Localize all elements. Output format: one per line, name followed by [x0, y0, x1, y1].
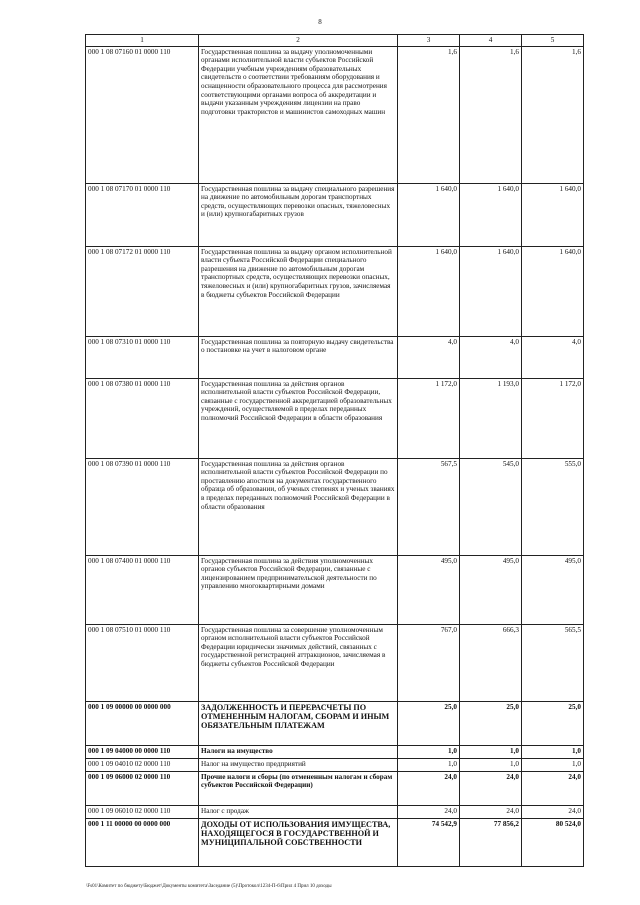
- table-row: [86, 378, 584, 458]
- item-name-cell: Государственная пошлина за действия органов исполнительной власти субъектов Российской Федерации по проставлению апостиля на документах государственного образца об образовании, об ученых степенях и ученых званиях в пределах переданных полномочий Российской Федерации в области образования: [199, 458, 398, 555]
- item-name-cell: Налог с продаж: [199, 805, 398, 818]
- table-row: [86, 46, 584, 183]
- value-2013-cell: 24,0: [398, 805, 460, 818]
- value-2014-cell: 1 193,0: [460, 378, 522, 458]
- table-row: [86, 458, 584, 555]
- value-2015-cell: 565,5: [522, 624, 584, 701]
- item-name-cell: Государственная пошлина за выдачу органом исполнительной власти субъекта Российской Федерации специального разрешения на движение по автомобильным дорогам транспортных средств, осуществляющих перевозки опасных, тяжеловесных и (или) крупногабаритных грузов, зачисляемая в бюджеты субъектов Российской Федерации: [199, 246, 398, 336]
- value-2013-cell: 1 172,0: [398, 378, 460, 458]
- value-2014-cell: 1,0: [460, 758, 522, 771]
- budget-code-cell: 000 1 08 07400 01 0000 110: [86, 555, 199, 624]
- item-name-cell: ЗАДОЛЖЕННОСТЬ И ПЕРЕРАСЧЕТЫ ПО ОТМЕНЕННЫМ НАЛОГАМ, СБОРАМ И ИНЫМ ОБЯЗАТЕЛЬНЫМ ПЛАТЕЖАМ: [199, 701, 398, 745]
- table-row: [86, 758, 584, 771]
- item-name-cell: Государственная пошлина за действия уполномоченных органов субъектов Российской Федерации, связанные с лицензированием предпринимательской деятельности по управлению многоквартирными домами: [199, 555, 398, 624]
- value-2015-cell: 1,6: [522, 46, 584, 183]
- table-row: [86, 246, 584, 336]
- value-2015-cell: 1 640,0: [522, 183, 584, 246]
- value-2014-cell: 495,0: [460, 555, 522, 624]
- table-row: [86, 771, 584, 805]
- budget-code-cell: 000 1 08 07170 01 0000 110: [86, 183, 199, 246]
- column-header: 3: [398, 35, 460, 47]
- value-2013-cell: 1 640,0: [398, 183, 460, 246]
- item-name-cell: Государственная пошлина за выдачу уполномоченными органами исполнительной власти субъектов Российской Федерации учебным учреждениям образовательных свидетельств о соответствии требованиям оборудования и оснащенности образовательного процесса для рассмотрения соответствующими органами вопроса об аккредитации и выдачи указанным учреждениям лицензии на право подготовки трактористов и машинистов самоходных машин: [199, 46, 398, 183]
- item-name-cell: Государственная пошлина за совершение уполномоченным органом исполнительной власти субъектов Российской Федерации юридически значимых действий, связанных с государственной регистрацией аттракционов, зачисляемая в бюджеты субъектов Российской Федерации: [199, 624, 398, 701]
- item-name-cell: Налоги на имущество: [199, 745, 398, 758]
- item-name-cell: Налог на имущество предприятий: [199, 758, 398, 771]
- value-2015-cell: 1,0: [522, 745, 584, 758]
- budget-code-cell: 000 1 09 04000 00 0000 110: [86, 745, 199, 758]
- value-2013-cell: 24,0: [398, 771, 460, 805]
- value-2015-cell: 1 172,0: [522, 378, 584, 458]
- value-2013-cell: 567,5: [398, 458, 460, 555]
- table-row: [86, 701, 584, 745]
- value-2014-cell: 545,0: [460, 458, 522, 555]
- value-2013-cell: 495,0: [398, 555, 460, 624]
- table-row: [86, 818, 584, 866]
- value-2015-cell: 25,0: [522, 701, 584, 745]
- item-name-cell: Государственная пошлина за повторную выдачу свидетельства о постановке на учет в налоговом органе: [199, 336, 398, 378]
- value-2014-cell: 1,0: [460, 745, 522, 758]
- column-header: 2: [199, 35, 398, 47]
- value-2013-cell: 767,0: [398, 624, 460, 701]
- value-2015-cell: 24,0: [522, 771, 584, 805]
- value-2013-cell: 1 640,0: [398, 246, 460, 336]
- value-2015-cell: 80 524,0: [522, 818, 584, 866]
- budget-code-cell: 000 1 09 06000 02 0000 110: [86, 771, 199, 805]
- item-name-cell: Государственная пошлина за выдачу специального разрешения на движение по автомобильным дорогам транспортных средств, осуществляющих перевозки опасных, тяжеловесных и (или) крупногабаритных грузов: [199, 183, 398, 246]
- budget-code-cell: 000 1 08 07510 01 0000 110: [86, 624, 199, 701]
- value-2013-cell: 74 542,9: [398, 818, 460, 866]
- revenue-table: [85, 34, 584, 867]
- column-header: 4: [460, 35, 522, 47]
- value-2015-cell: 555,0: [522, 458, 584, 555]
- value-2014-cell: 1,6: [460, 46, 522, 183]
- table-row: [86, 555, 584, 624]
- table-row: [86, 805, 584, 818]
- value-2013-cell: 1,0: [398, 758, 460, 771]
- item-name-cell: ДОХОДЫ ОТ ИСПОЛЬЗОВАНИЯ ИМУЩЕСТВА, НАХОДЯЩЕГОСЯ В ГОСУДАРСТВЕННОЙ И МУНИЦИПАЛЬНОЙ СОБСТВЕННОСТИ: [199, 818, 398, 866]
- table-row: [86, 183, 584, 246]
- value-2014-cell: 77 856,2: [460, 818, 522, 866]
- page-number: 8: [318, 18, 322, 26]
- value-2014-cell: 25,0: [460, 701, 522, 745]
- budget-code-cell: 000 1 08 07310 01 0000 110: [86, 336, 199, 378]
- file-path-footer: \Fs01\Комитет по бюджету\Бюджет\Документы комитета\Заседание (5)\Протокол\1234-П-6\Прил 4 Прил 10 доходы: [86, 884, 332, 889]
- value-2014-cell: 1 640,0: [460, 183, 522, 246]
- table-row: [86, 336, 584, 378]
- value-2015-cell: 4,0: [522, 336, 584, 378]
- table-row: [86, 745, 584, 758]
- budget-code-cell: 000 1 11 00000 00 0000 000: [86, 818, 199, 866]
- budget-code-cell: 000 1 08 07172 01 0000 110: [86, 246, 199, 336]
- value-2015-cell: 1,0: [522, 758, 584, 771]
- value-2014-cell: 666,3: [460, 624, 522, 701]
- table-row: [86, 624, 584, 701]
- value-2015-cell: 24,0: [522, 805, 584, 818]
- value-2013-cell: 1,6: [398, 46, 460, 183]
- value-2014-cell: 4,0: [460, 336, 522, 378]
- value-2013-cell: 1,0: [398, 745, 460, 758]
- value-2015-cell: 1 640,0: [522, 246, 584, 336]
- budget-code-cell: 000 1 08 07160 01 0000 110: [86, 46, 199, 183]
- value-2014-cell: 24,0: [460, 805, 522, 818]
- table-header-row: [86, 35, 584, 47]
- item-name-cell: Прочие налоги и сборы (по отмененным налогам и сборам субъектов Российской Федерации): [199, 771, 398, 805]
- budget-code-cell: 000 1 08 07390 01 0000 110: [86, 458, 199, 555]
- item-name-cell: Государственная пошлина за действия органов исполнительной власти субъектов Российской Федерации, связанные с государственной аккредитацией образовательных учреждений, осуществляемой в пределах переданных полномочий Российской Федерации в области образования: [199, 378, 398, 458]
- value-2015-cell: 495,0: [522, 555, 584, 624]
- budget-code-cell: 000 1 09 04010 02 0000 110: [86, 758, 199, 771]
- value-2013-cell: 4,0: [398, 336, 460, 378]
- column-header: 5: [522, 35, 584, 47]
- value-2014-cell: 1 640,0: [460, 246, 522, 336]
- value-2013-cell: 25,0: [398, 701, 460, 745]
- budget-code-cell: 000 1 09 06010 02 0000 110: [86, 805, 199, 818]
- value-2014-cell: 24,0: [460, 771, 522, 805]
- budget-code-cell: 000 1 08 07380 01 0000 110: [86, 378, 199, 458]
- budget-code-cell: 000 1 09 00000 00 0000 000: [86, 701, 199, 745]
- column-header: 1: [86, 35, 199, 47]
